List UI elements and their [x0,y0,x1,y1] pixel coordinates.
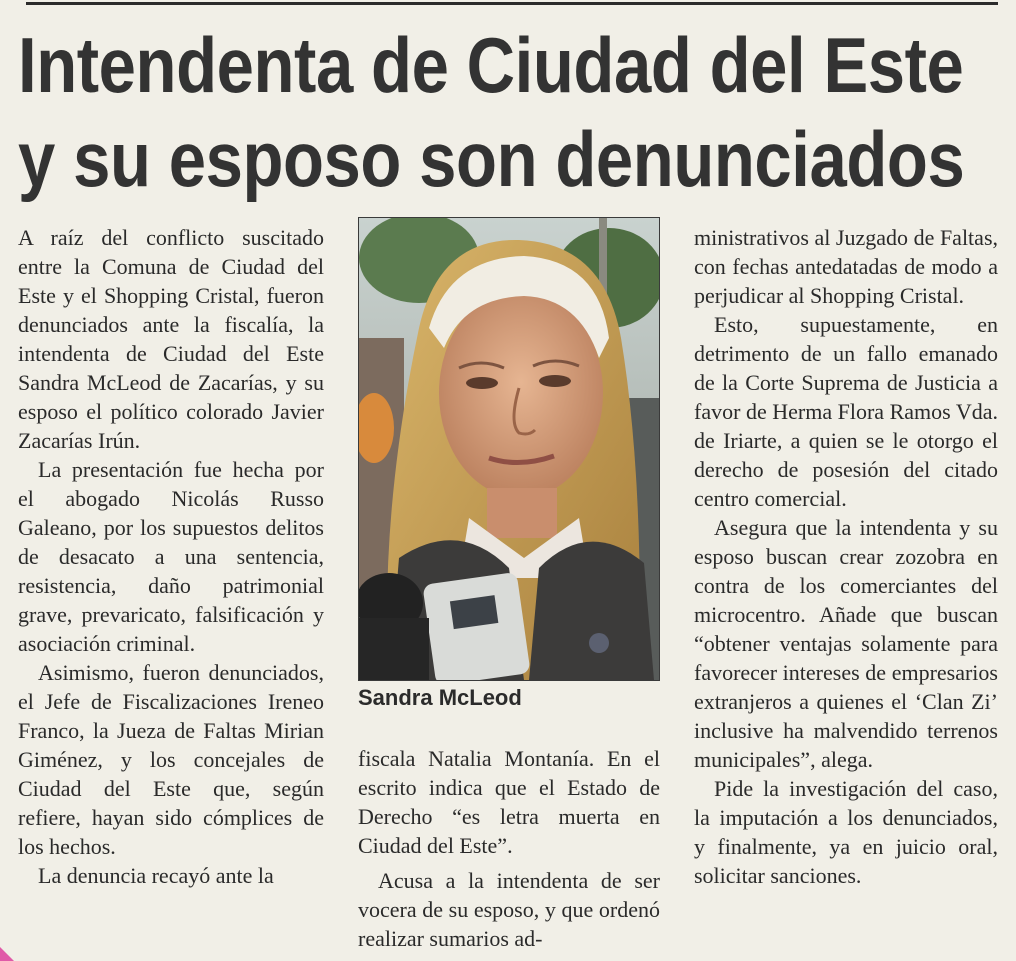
top-rule [26,2,998,5]
article-column-3 [694,223,998,890]
page-corner-mark [0,947,14,961]
paragraph: Acusa a la intendenta de ser vocera de su esposo, y que ordenó realizar sumarios ad- [358,868,660,951]
paragraph: fiscala Natalia Montanía. En el escrito indica que el Estado de Derecho “es letra muerta en Ciudad del Este”. [358,746,660,858]
paragraph: ministrativos al Juzgado de Faltas, con fechas antedatadas de modo a perjudicar al Shopping Cristal. [694,225,998,308]
headline [18,18,965,206]
paragraph: A raíz del conflicto suscitado entre la Comuna de Ciudad del Este y el Shopping Cristal, fueron denunciados ante la fiscalía, la intendenta de Ciudad del Este Sandra McLeod de Zacarías, y su esposo el político colorado Javier Zacarías Irún. [18,225,324,453]
headline-line-2: y su esposo son denunciados [18,115,965,203]
paragraph: Asegura que la intendenta y su esposo buscan crear zozobra en contra de los comerciantes del microcentro. Añade que buscan “obtener ventajas solamente para favorecer intereses de empresarios extranjeros a quienes el ‘Clan Zi’ inclusive ha malvendido terrenos municipales”, alega. [694,515,998,772]
paragraph: Pide la investigación del caso, la imputación a los denunciados, y finalmente, ya en juicio oral, solicitar sanciones. [694,776,998,888]
photo-caption: Sandra McLeod [358,685,522,710]
article-column-1 [18,223,324,890]
paragraph: La presentación fue hecha por el abogado Nicolás Russo Galeano, por los supuestos delitos de desacato a una sentencia, resistencia, daño patrimonial grave, prevaricato, falsificación y asociación criminal. [18,457,324,656]
paragraph: La denuncia recayó ante la [38,863,274,888]
paragraph: Esto, supuestamente, en detrimento de un fallo emanado de la Corte Suprema de Justicia a favor de Herma Flora Ramos Vda. de Iriarte, a quien se le otorgo el derecho de posesión del citado centro comercial. [694,312,998,511]
paragraph: Asimismo, fueron denunciados, el Jefe de Fiscalizaciones Ireneo Franco, la Jueza de Faltas Mirian Giménez, y los concejales de Ciudad del Este que, según refiere, hayan sido cómplices de los hechos. [18,660,324,859]
article-column-2 [358,744,660,953]
headline-line-1: Intendenta de Ciudad del Este [18,21,964,109]
portrait-photo [358,217,660,681]
